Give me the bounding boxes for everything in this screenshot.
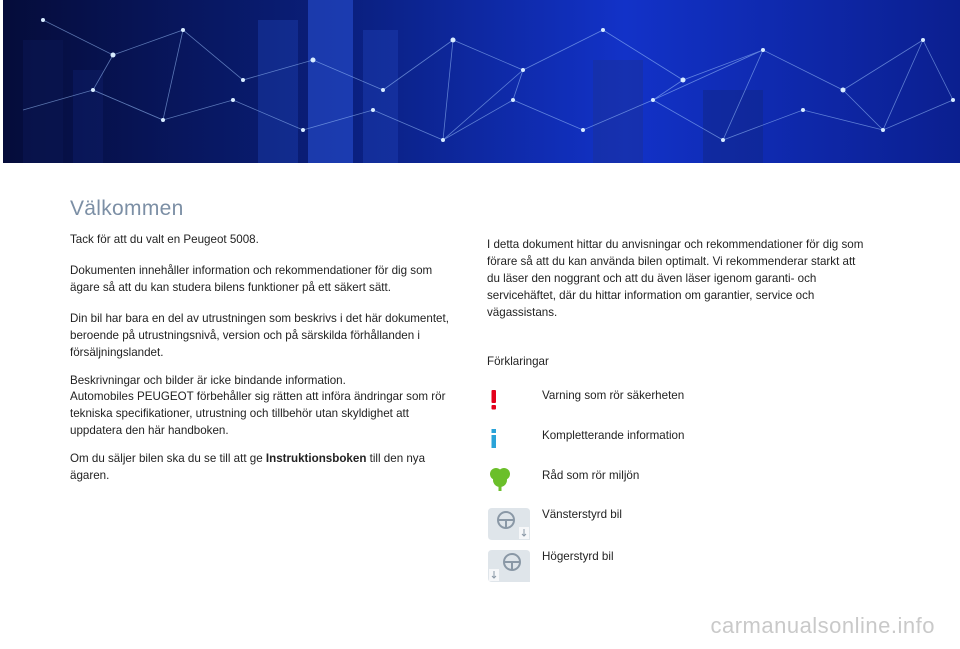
exclamation-icon — [487, 389, 501, 411]
tree-icon — [488, 466, 512, 492]
legend-environment-label: Råd som rör miljön — [542, 469, 640, 482]
legend-title: Förklaringar — [487, 355, 549, 368]
equipment-paragraph: Din bil har bara en del av utrustningen som beskrivs i det här dokumentet, beroende på utrustningsnivå, version och på särskilda förhållanden i försäljningslandet. — [70, 312, 449, 359]
city-network-graphic — [3, 0, 960, 163]
legend-right-hand-drive-label: Högerstyrd bil — [542, 550, 614, 563]
left-hand-drive-icon — [488, 508, 530, 540]
intro-paragraph: Tack för att du valt en Peugeot 5008. — [70, 233, 259, 246]
documents-paragraph: Dokumenten innehåller information och rekommendationer för dig som ägare så att du kan studera bilens funktioner på ett säkert sätt. — [70, 264, 433, 294]
legend-left-hand-drive-label: Vänsterstyrd bil — [542, 508, 622, 521]
resale-text-after: till den nya ägaren. — [70, 452, 426, 482]
manufacturer-paragraph: Automobiles PEUGEOT förbehåller sig rätten att införa ändringar som rör tekniska specifikationer, utrustning och tillbehör utan skyldighet att uppdatera den här handboken. — [70, 390, 446, 437]
guide-paragraph: I detta dokument hittar du anvisningar och rekommendationer för dig som förare så att du kan använda bilen optimalt. Vi rekommenderar starkt att du läser den noggrant och att du även läser igenom garanti- och servicehäftet, där du hittar information om garantier, service och vägassistans. — [487, 238, 864, 319]
header-banner-image — [3, 0, 960, 163]
legend-info-label: Kompletterande information — [542, 429, 685, 442]
instruction-book-bold: Instruktionsboken — [265, 452, 367, 465]
resale-paragraph — [70, 450, 460, 484]
legend-warning-label: Varning som rör säkerheten — [542, 389, 685, 402]
page-title: Välkommen — [70, 197, 184, 220]
disclaimer-paragraph: Beskrivningar och bilder är icke bindande information. — [70, 374, 346, 387]
right-hand-drive-icon — [488, 550, 530, 582]
info-icon — [487, 428, 501, 450]
watermark-footer: carmanualsonline.info — [710, 613, 935, 638]
resale-text-before: Om du säljer bilen ska du se till att ge — [70, 452, 266, 465]
